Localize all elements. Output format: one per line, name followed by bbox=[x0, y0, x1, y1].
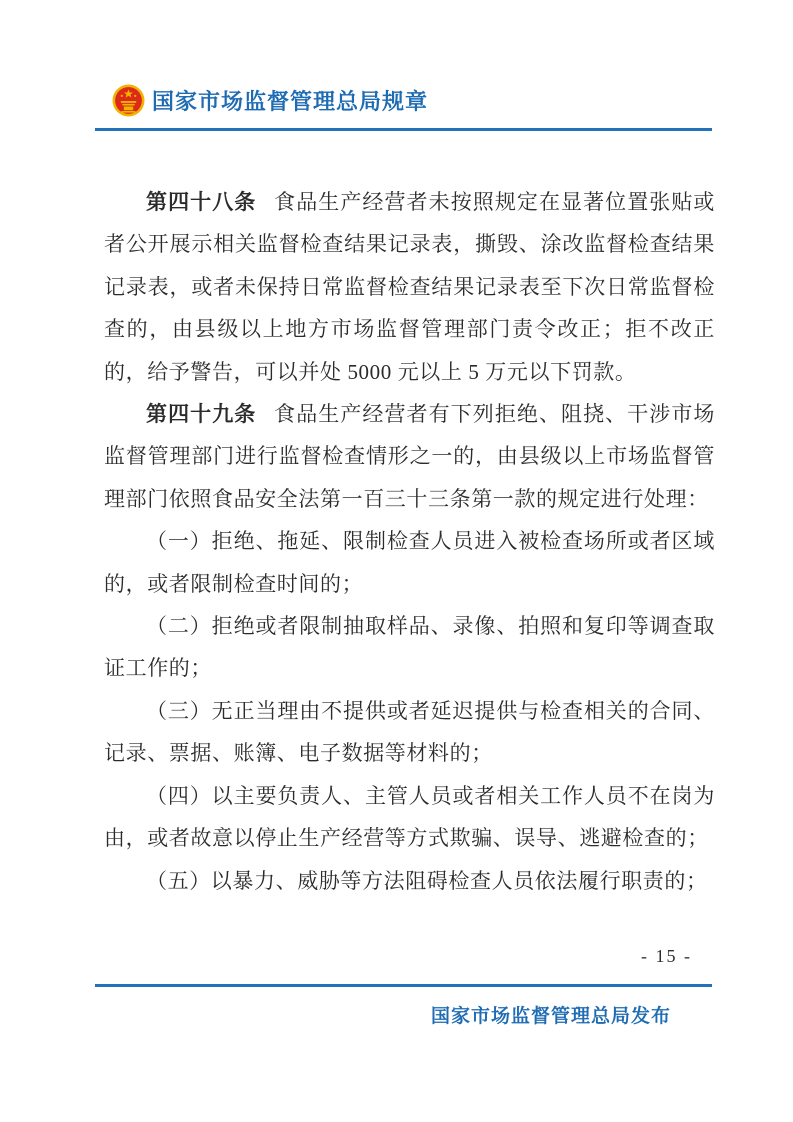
article-48-number: 第四十八条 bbox=[146, 190, 257, 214]
article-49-item-3: （三）无正当理由不提供或者延迟提供与检查相关的合同、记录、票据、账簿、电子数据等材料的； bbox=[104, 698, 715, 766]
footer-divider bbox=[95, 984, 712, 987]
article-49-text: 食品生产经营者有下列拒绝、阻挠、干涉市场监督管理部门进行监督检查情形之一的，由县级以上市场监督管理部门依照食品安全法第一百三十三条第一款的规定进行处理： bbox=[104, 402, 716, 511]
article-49-paragraph bbox=[104, 393, 715, 520]
article-49-item-4: （四）以主要负责人、主管人员或者相关工作人员不在岗为由，或者故意以停止生产经营等方式欺骗、误导、逃避检查的； bbox=[104, 783, 715, 851]
article-48-text: 食品生产经营者未按照规定在显著位置张贴或者公开展示相关监督检查结果记录表，撕毁、涂改监督检查结果记录表，或者未保持日常监督检查结果记录表至下次日常监督检查的，由县级以上地方市场监督管理部门责令改正；拒不改正的，给予警告，可以并处 5000 元以上 5 万元以下罚款。 bbox=[104, 190, 716, 384]
article-49-number: 第四十九条 bbox=[146, 402, 257, 427]
article-49-item-1: （一）拒绝、拖延、限制检查人员进入被检查场所或者区域的，或者限制检查时间的； bbox=[104, 529, 715, 596]
article-49-item-2: （二）拒绝或者限制抽取样品、录像、拍照和复印等调查取证工作的； bbox=[104, 614, 715, 681]
publisher-label: 国家市场监督管理总局发布 bbox=[430, 1006, 671, 1027]
article-48-paragraph bbox=[104, 181, 715, 393]
document-category-title: 国家市场监督管理总局规章 bbox=[152, 89, 429, 114]
header-divider bbox=[95, 128, 712, 131]
article-49-item-5: （五）以暴力、威胁等方法阻碍检查人员依法履行职责的； bbox=[146, 868, 708, 893]
article-body bbox=[104, 181, 715, 902]
national-emblem-icon bbox=[112, 84, 145, 117]
page-number: - 15 - bbox=[641, 946, 692, 966]
page-header bbox=[112, 84, 428, 117]
